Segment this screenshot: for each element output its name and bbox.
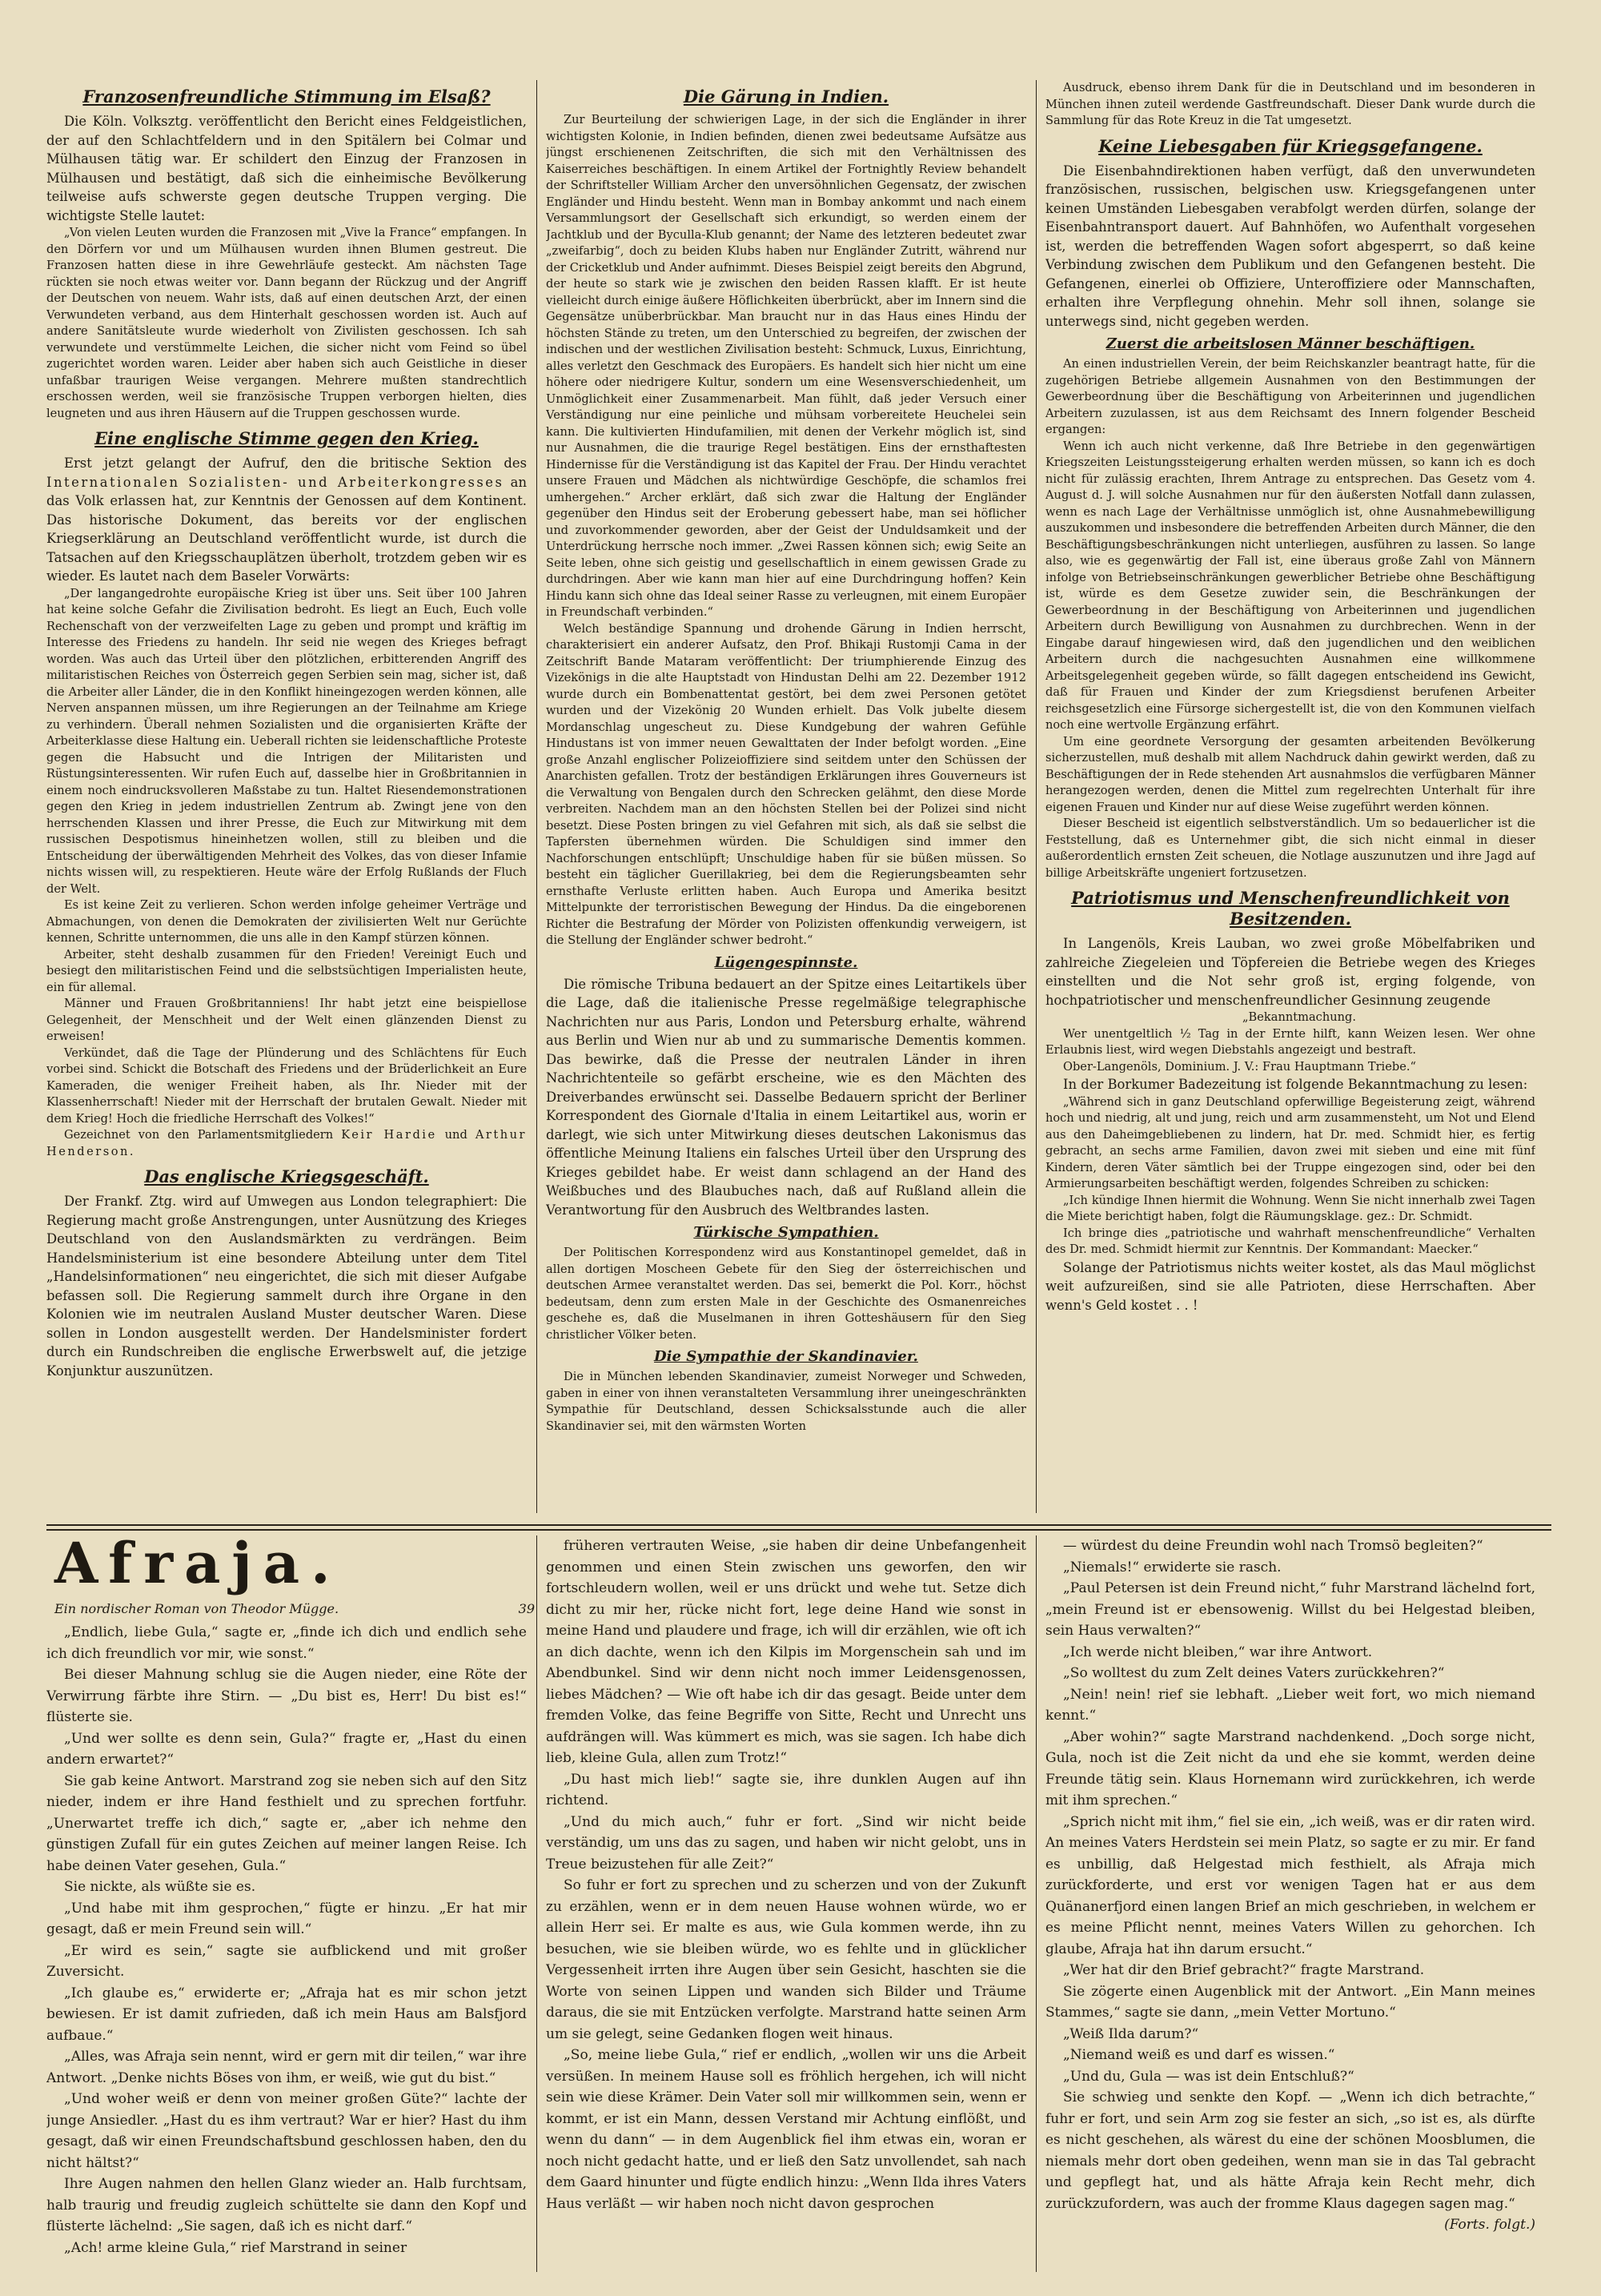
article-paragraph: Welch beständige Spannung und drohende Gärung in Indien herrscht, charakterisiert ein anderer Aufsatz, den Prof. Bhikaji Rustomji Cama in der Zeitschrift Bande Mataram veröffentlicht: Der triumphierende Einzug des Vizekönigs in die alte Hauptstadt von Hindustan Delhi am 22. Dezember 1912 wurde durch ein Bombenattentat gestört, bei dem zwei Personen getötet wurden und der Vizekönig 20 Wunden erhielt. Das Volk jubelte diesem Mordanschlag ungescheut zu. Diese Kundgebung der wahren Gefühle Hindustans ist von immer neuen Gewalttaten der Inder befolgt worden. „Eine große Anzahl englischer Polizeioffiziere sind seitdem unter den Schüssen der Anarchisten gefallen. Trotz der beständigen Erklärungen ihres Gouverneurs ist die Verwaltung von Bengalen durch den Schrecken gelähmt, den diese Morde verbreiten. Nachdem man an den höchsten Stellen bei der Polizei sind nicht besetzt. Diese Posten bringen zu viel Gefahren mit sich, als daß sie selbst die Tapfersten übernehmen würden. Die Schuldigen sind immer den Nachforschungen entschlüpft; Unschuldige haben für sie büßen müssen. So besteht ein täglicher Guerillakrieg, bei dem die Regierungsbeamten sehr ernsthafte Verluste erlitten haben. Auch Europa und Amerika besitzt Mittelpunkte der terroristischen Bewegung der Hindus. Da die eingeborenen Richter die Bestrafung der Mörder von Polizisten offenkundig verweigern, ist die Stellung der Engländer schwer bedroht.“	[546, 621, 1026, 947]
newspaper-page	[46, 80, 1567, 2274]
text-run-spaced: Keir Hardie	[341, 1128, 437, 1142]
novel-paragraph: „So, meine liebe Gula,“ rief er endlich, „wollen wir uns die Arbeit versüßen. In meinem Hause soll es fröhlich hergehen, ich will nicht sein wie diese Krämer. Dein Vater soll mir willkommen sein, wenn er kommt, er ist ein Mann, dessen Verstand mir Achtung einflößt, und wenn du dann“ — in dem Augenblick fiel ihm etwas ein, woran er noch nicht gedacht hatte, und er ließ den Satz unvollendet, sah nach dem Gaard hinunter und fügte endlich hinzu: „Wenn Ilda ihres Vaters Haus verläßt — wir haben noch nicht davon gesprochen	[546, 2047, 1026, 2212]
column-rule	[1036, 1535, 1037, 2272]
article-paragraph: In Langenöls, Kreis Lauban, wo zwei große Möbelfabriken und zahlreiche Ziegeleien und Töpfereien die Betriebe wegen des Krieges einstellten und die Not sehr groß ist, erging folgende, von hochpatriotischer und menschenfreundlicher Gesinnung zeugende	[1045, 936, 1535, 1008]
article-paragraph: Ausdruck, ebenso ihrem Dank für die in Deutschland und im besonderen in München ihnen zuteil werdende Gastfreundschaft. Dieser Dank wurde durch die Sammlung für das Rote Kreuz in die Tat umgesetzt.	[1045, 81, 1535, 127]
headline-liebesgaben: Keine Liebesgaben für Kriegsgefangene.	[1098, 135, 1483, 156]
novel-paragraph: „Niemand weiß es und darf es wissen.“	[1063, 2047, 1335, 2063]
article-quote: Es ist keine Zeit zu verlieren. Schon werden infolge geheimer Verträge und Abmachungen, von denen die Demokraten der zivilisierten Welt nur Gerüchte kennen, Schritte unternommen, die uns alle in den Kampf stürzen können.	[46, 898, 527, 945]
novel-paragraph: früheren vertrauten Weise, „sie haben dir deine Unbefangenheit genommen und einen Stein zwischen uns geworfen, den wir fortschleudern wollen, weil er uns drückt und wehe tut. Setze dich dicht zu mir her, rücke nicht fort, lege deine Hand wie sonst in meine Hand und plaudere und frage, ich will dir erzählen, wie oft ich an dich dachte, wenn ich den Kilpis im Morgenschein sah und im Abendbunkel. Sind wir denn nicht noch immer Leidensgenossen, liebes Mädchen? — Wie oft habe ich dir das gesagt. Beide unter dem fremden Volke, das feine Begriffe von Sitte, Recht und Unrecht uns aufdrängen will. Was kümmert es mich, was sie sagen. Ich habe dich lieb, kleine Gula, allen zum Trotz!“	[546, 1538, 1026, 1766]
novel-paragraph: „Und habe mit ihm gesprochen,“ fügte er hinzu. „Er hat mir gesagt, daß er mein Freund sein will.“	[46, 1900, 527, 1937]
installment-number: 39	[518, 1601, 535, 1616]
article-quote: Verkündet, daß die Tage der Plünderung und des Schlächtens für Euch vorbei sind. Schickt die Botschaft des Friedens und der Brüderlichkeit an Eure Kameraden, die weniger Freiheit haben, als Ihr. Nieder mit der Klassenherrschaft! Nieder mit der Herrschaft der brutalen Gewalt. Nieder mit dem Krieg! Hoch die friedliche Herrschaft des Volkes!“	[46, 1046, 527, 1126]
novel-paragraph: So fuhr er fort zu sprechen und zu scherzen und von der Zukunft zu erzählen, wenn er in dem neuen Hause wohnen würde, wo er allein Herr sei. Er malte es aus, wie Gula kommen werde, ihn zu besuchen, wie sie bleiben würde, wo es fehlte und in glücklicher Vergessenheit irrten ihre Augen über sein Gesicht, haschten sie die Worte von seinen Lippen und wanden sich Bilder und Träume daraus, die sie mit Entzücken verfolgte. Marstrand hatte seinen Arm um sie gelegt, seine Gedanken flogen weit hinaus.	[546, 1877, 1026, 2042]
novel-paragraph: Sie zögerte einen Augenblick mit der Antwort. „Ein Mann meines Stammes,“ sagte sie dann, „mein Vetter Mortuno.“	[1045, 1983, 1535, 2021]
novel-paragraph: Bei dieser Mahnung schlug sie die Augen nieder, eine Röte der Verwirrung färbte ihre Stirn. — „Du bist es, Herr! Du bist es!“ flüsterte sie.	[46, 1667, 527, 1725]
novel-paragraph: „Und woher weiß er denn von meiner großen Güte?“ lachte der junge Ansiedler. „Hast du es ihm vertraut? War er hier? Hast du ihm gesagt, daß wir einen Freundschaftsbund geschlossen haben, den du nicht hältst?“	[46, 2091, 527, 2171]
headline-patriotismus: Patriotismus und Menschenfreundlichkeit von Besitzenden.	[1071, 888, 1510, 929]
article-paragraph: Die Köln. Volksztg. veröffentlicht den Bericht eines Feldgeistlichen, der auf den Schlachtfeldern und in den Spitälern bei Colmar und Mülhausen tätig war. Er schildert den Einzug der Franzosen in Mülhausen und bestätigt, daß sich die einheimische Bevölkerung teilweise aufs schwerste gegen deutsche Truppen verging. Die wichtigste Stelle lautet:	[46, 114, 527, 223]
novel-paragraph: „Er wird es sein,“ sagte sie aufblickend und mit großer Zuversicht.	[46, 1942, 527, 1980]
article-paragraph: Der Politischen Korrespondenz wird aus Konstantinopel gemeldet, daß in allen dortigen Moscheen Gebete für den Sieg der österreichischen und deutschen Armee veranstaltet werden. Das sei, bemerkt die Pol. Korr., höchst bedeutsam, denn zum ersten Male in der Geschichte des Osmanenreiches geschehe es, daß die Muselmanen in ihren Gotteshäusern für den Sieg christlicher Völker beten.	[546, 1246, 1026, 1342]
novel-paragraph: „Und du mich auch,“ fuhr er fort. „Sind wir nicht beide verständig, um uns das zu sagen, und haben wir nicht gelobt, uns in Treue beizustehen für alle Zeit?“	[546, 1813, 1026, 1873]
article-quote: „Während sich in ganz Deutschland opferwillige Begeisterung zeigt, während hoch und niedrig, alt und jung, reich und arm zusammensteht, um Not und Elend aus den Daheimgebliebenen zu lindern, hat Dr. med. Schmidt hier, es fertig gebracht, an sechs arme Familien, davon zwei mit sieben und eine mit fünf Kindern, deren Väter sämtlich bei der Truppe eingezogen sind, oder bei den Armierungsarbeiten beschäftigt werden, folgendes Schreiben zu schicken:	[1045, 1094, 1535, 1190]
continuation-note: (Forts. folgt.)	[1444, 2217, 1535, 2233]
feuilleton-rule	[46, 1524, 1551, 1526]
article-paragraph: In der Borkumer Badezeitung ist folgende Bekanntmachung zu lesen:	[1063, 1077, 1528, 1092]
article-paragraph: Dieser Bescheid ist eigentlich selbstverständlich. Um so bedauerlicher ist die Feststellung, daß es Unternehmer gibt, die sich nicht einmal in dieser außerordentlich ernsten Zeit scheuen, die Notlage auszunutzen und ihre Jagd auf billige Arbeitskräfte ungeniert fortzusetzen.	[1045, 817, 1535, 880]
article-quote: Männer und Frauen Großbritanniens! Ihr habt jetzt eine beispiellose Gelegenheit, der Menschheit und der Welt einen glänzenden Dienst zu erweisen!	[46, 997, 527, 1043]
column-rule	[536, 1535, 537, 2272]
novel-title: Afraja.	[54, 1530, 342, 1596]
headline-skandinavier: Die Sympathie der Skandinavier.	[654, 1348, 918, 1365]
novel-column-1	[46, 1622, 527, 2270]
novel-paragraph: „Paul Petersen ist dein Freund nicht,“ fuhr Marstrand lächelnd fort, „mein Freund ist er ebensowenig. Willst du bei Helgestad bleiben, sein Haus verwalten?“	[1045, 1580, 1535, 1639]
notice-title: „Bekanntmachung.	[1242, 1010, 1357, 1024]
novel-paragraph: „Und du, Gula — was ist dein Entschluß?“	[1063, 2068, 1354, 2085]
novel-paragraph: Sie nickte, als wüßte sie es.	[64, 1879, 256, 1895]
novel-paragraph: „Ich glaube es,“ erwiderte er; „Afraja hat es mir schon jetzt bewiesen. Er ist damit zufrieden, daß ich mein Haus am Balsfjord aufbaue.“	[46, 1985, 527, 2044]
novel-paragraph: „Aber wohin?“ sagte Marstrand nachdenkend. „Doch sorge nicht, Gula, noch ist die Zeit nicht da und ehe sie kommt, werden deine Freunde tätig sein. Klaus Hornemann wird zurückkehren, ich werde mit ihm sprechen.“	[1045, 1728, 1535, 1808]
novel-paragraph: „Alles, was Afraja sein nennt, wird er gern mit dir teilen,“ war ihre Antwort. „Denke nichts Böses von ihm, er weiß, wie gut du bist.“	[46, 2049, 527, 2086]
column-rule	[536, 80, 537, 1513]
novel-paragraph: Sie gab keine Antwort. Marstrand zog sie neben sich auf den Sitz nieder, indem er ihre Hand festhielt und zu sprechen fortfuhr. „Unerwartet treffe ich dich,“ sagte er, „aber ich nehme den günstigen Zufall für ein gutes Zeichen auf meiner langen Reise. Ich habe deinen Vater gesehen, Gula.“	[46, 1772, 527, 1874]
novel-paragraph: „Ach! arme kleine Gula,“ rief Marstrand in seiner	[64, 2239, 407, 2256]
novel-paragraph: „Und wer sollte es denn sein, Gula?“ fragte er, „Hast du einen andern erwartet?“	[46, 1730, 527, 1768]
article-paragraph: Die römische Tribuna bedauert an der Spitze eines Leitartikels über die Lage, daß die italienische Presse regelmäßige telegraphische Nachrichten nur aus Paris, London und Petersburg erhalte, während aus Berlin und Wien nur ab und zu summarische Dementis kommen. Das bewirke, daß die Presse der neutralen Länder in ihren Nachrichtenteile so gefärbt erscheine, wie es den Mächten des Dreiverbandes erwünscht sei. Dasselbe Bedauern spricht der Berliner Korrespondent des Giornale d'Italia in einem Leitartikel aus, worin er darlegt, wie sich unter Mitwirkung dieses deutschen Lakonismus das öffentliche Meinung Italiens ein falsches Urteil über den Ursprung des Krieges gebildet habe. Er weist dann schlagend an der Hand des Weißbuches und des Blaubuches nach, daß auf Rußland allein die Verantwortung für den Ausbruch des Weltbrandes lasten.	[546, 976, 1026, 1218]
headline-luegengespinnste: Lügengespinnste.	[714, 953, 858, 971]
novel-paragraph: „Ich werde nicht bleiben,“ war ihre Antwort.	[1063, 1644, 1373, 1660]
article-quote: Wenn ich auch nicht verkenne, daß Ihre Betriebe in den gegenwärtigen Kriegszeiten Leistungssteigerung erhalten werden müssen, so kann ich es doch nicht für zulässig erachten, Ihrem Antrage zu entsprechen. Das Gesetz vom 4. August d. J. will solche Ausnahmen nur für den äußersten Notfall dann zulassen, wenn es nach Lage der Verhältnisse unmöglich ist, ohne Ausnahmebewilligung auszukommen und insbesondere die betreffenden Arbeiten durch Männer, die den Beschäftigungsbeschränkungen nicht unterliegen, ausführen zu lassen. So lange also, wie es gegenwärtig der Fall ist, eine überaus große Zahl von Männern infolge von Betriebseinschränkungen gewerblicher Betriebe ohne Beschäftigung ist, würde es dem Gesetze zuwider sein, die Beschränkungen der Gewerbeordnung in der Beschäftigung von Arbeiterinnen und jugendlichen Arbeitern durch Bewilligung von Ausnahmen zu durchbrechen. Wenn in der Eingabe darauf hingewiesen wird, daß den jugendlichen und den weiblichen Arbeitern durch die nachgesuchten Ausnahmen eine willkommene Arbeitsgelegenheit gegeben würde, so fällt dagegen entscheidend ins Gewicht, daß für Frauen und Kinder der zum Kriegsdienst berufenen Arbeiter reichsgesetzlich eine Fürsorge sichergestellt ist, die von den Kommunen vielfach noch eine wertvolle Ergänzung erfährt.	[1045, 439, 1535, 732]
headline-arbeitslose-maenner: Zuerst die arbeitslosen Männer beschäftigen.	[1105, 335, 1475, 352]
text-run: Gezeichnet von den Parlamentsmitgliedern	[64, 1128, 342, 1142]
article-paragraph: Die Eisenbahndirektionen haben verfügt, daß den unverwundeten französischen, russischen, belgischen usw. Kriegsgefangenen unter keinen Umständen Liebesgaben verabfolgt werden dürfen, solange der Eisenbahntransport dauert. Auf Bahnhöfen, wo Aufenthalt vorgesehen ist, werden die betreffenden Wagen sofort abgesperrt, so daß keine Verbindung zwischen dem Publikum und den Gefangenen besteht. Die Gefangenen, einerlei ob Offiziere, Unteroffiziere oder Mannschaften, erhalten ihre Verpflegung ohnehin. Mehr soll ihnen, solange sie unterwegs sind, nicht gegeben werden.	[1045, 163, 1535, 329]
text-run-spaced: Arthur Henderson.	[46, 1128, 527, 1158]
novel-paragraph: — würdest du deine Freundin wohl nach Tromsö begleiten?“	[1063, 1538, 1483, 1554]
column-2	[546, 80, 1026, 1513]
novel-paragraph: Ihre Augen nahmen den hellen Glanz wieder an. Halb furchtsam, halb traurig und freudig zugleich schüttelte sie dann den Kopf und flüsterte lächelnd: „Sie sagen, daß ich es nicht darf.“	[46, 2176, 527, 2234]
article-quote: Arbeiter, steht deshalb zusammen für den Frieden! Vereinigt Euch und besiegt den militaristischen Feind und die selbstsüchtigen Imperialisten heute, ein für allemal.	[46, 947, 527, 994]
novel-paragraph: „Sprich nicht mit ihm,“ fiel sie ein, „ich weiß, was er dir raten wird. An meines Vaters Herdstein sei mein Platz, so sagte er zu mir. Er fand es unbillig, daß Helgestad mich festhielt, als Afraja mich zurückforderte, und erst vor wenigen Tagen hat er aus dem Quänanerfjord einen langen Brief an mich geschrieben, in welchem er es meine Pflicht nennt, meines Vaters Willen zu gehorchen. Ich glaube, Afraja hat ihn darum ersucht.“	[1045, 1813, 1535, 1957]
novel-column-3-body	[1045, 1535, 1535, 2214]
novel-subtitle: Ein nordischer Roman von Theodor Mügge.	[54, 1601, 339, 1616]
novel-column-2	[546, 1535, 1026, 2272]
signature-line	[46, 1127, 527, 1160]
article-quote: Um eine geordnete Versorgung der gesamten arbeitenden Bevölkerung sicherzustellen, muß deshalb mit allem Nachdruck dahin gewirkt werden, daß zu Beschäftigungen der in Rede stehenden Art ausnahmslos die verfügbaren Männer herangezogen werden, denen die Mittel zum regelrechten Unterhalt für ihre eigenen Frauen und Kinder nur auf diese Weise zugeführt werden können.	[1045, 734, 1535, 814]
novel-paragraph: „Wer hat dir den Brief gebracht?“ fragte Marstrand.	[1063, 1962, 1425, 1978]
article-paragraph: An einen industriellen Verein, der beim Reichskanzler beantragt hatte, für die zugehörigen Betriebe allgemein Ausnahmen von den Bestimmungen der Gewerbeordnung über die Beschäftigung von Arbeiterinnen und jugendlichen Arbeitern zuzulassen, ist aus dem Reichsamt des Innern folgender Bescheid ergangen:	[1045, 357, 1535, 436]
article-quote: Ich bringe dies „patriotische und wahrhaft menschenfreundliche“ Verhalten des Dr. med. Schmidt hiermit zur Kenntnis. Der Kommandant: Maecker.“	[1045, 1226, 1535, 1256]
headline-englische-stimme: Eine englische Stimme gegen den Krieg.	[94, 428, 479, 448]
novel-paragraph: „So wolltest du zum Zelt deines Vaters zurückkehren?“	[1063, 1665, 1445, 1681]
article-quote: „Der langangedrohte europäische Krieg ist über uns. Seit über 100 Jahren hat keine solche Gefahr die Zivilisation bedroht. Es liegt an Euch, Euch volle Rechenschaft von der verzweifelten Lage zu geben und prompt und kräftig im Interesse des Friedens zu handeln. Ihr seid nie wegen des Krieges befragt worden. Was auch das Urteil über den plötzlichen, erbitterenden Angriff des militaristischen Reiches von Österreich gegen Serbien sein mag, sicher ist, daß die Arbeiter aller Länder, die in den Konflikt hineingezogen werden können, alle Nerven anspannen müssen, um ihre Regierungen an der Teilnahme am Kriege zu verhindern. Überall nehmen Sozialisten und die organisierten Kräfte der Arbeiterklasse diese Haltung ein. Ueberall richten sie leidenschaftliche Proteste gegen die Habsucht und die Intrigen der Militaristen und Rüstungsinteressenten. Wir rufen Euch auf, dasselbe hier in Großbritannien in einem noch eindrucksvolleren Maßstabe zu tun. Haltet Riesendemonstrationen gegen den Krieg in jedem industriellen Zentrum ab. Zwingt jene von den herrschenden Klassen und ihrer Presse, die Euch zur Mitwirkung mit dem russischen Despotismus hineinhetzen wollen, still zu bleiben und die Entscheidung der überwältigenden Mehrheit des Volkes, das von dieser Infamie nichts wissen will, zu respektieren. Heute wäre der Erfolg Rußlands der Fluch der Welt.	[46, 586, 527, 896]
article-paragraph: Der Frankf. Ztg. wird auf Umwegen aus London telegraphiert: Die Regierung macht große Anstrengungen, unter Ausnützung des Krieges Deutschland von den Auslandsmärkten zu verdrängen. Beim Handelsministerium ist eine besondere Abteilung unter dem Titel „Handelsinformationen“ neu eingerichtet, die sich mit dieser Aufgabe befassen soll. Die Regierung sammelt durch ihre Organe in den Kolonien wie im neutralen Ausland Muster deutscher Waren. Diese sollen in London ausgestellt werden. Der Handelsminister fordert durch ein Rundschreiben die englische Erwerbswelt auf, die jetzige Konjunktur auszunützen.	[46, 1194, 527, 1379]
novel-paragraph: „Nein! nein! rief sie lebhaft. „Lieber weit fort, wo mich niemand kennt.“	[1045, 1686, 1535, 1724]
text-run-spaced: Internationalen Sozialisten- und Arbeiterkongresses	[46, 474, 504, 490]
novel-paragraph: „Endlich, liebe Gula,“ sagte er, „finde ich dich und endlich sehe ich dich freundlich vor mir, wie sonst.“	[46, 1624, 527, 1662]
novel-column-3	[1045, 1535, 1535, 2272]
article-paragraph: Die in München lebenden Skandinavier, zumeist Norweger und Schweden, gaben in einer von ihnen veranstalteten Versammlung ihrer uneingeschränkten Sympathie für Deutschland, dessen Schicksalsstunde auch die aller Skandinavier sei, mit den wärmsten Worten	[546, 1370, 1026, 1433]
article-quote: „Von vielen Leuten wurden die Franzosen mit „Vive la France“ empfangen. In den Dörfern vor und um Mülhausen wurden ihnen Blumen gestreut. Die Franzosen hatten diese in ihre Gewehrläufe gesteckt. Am nächsten Tage rückten sie noch etwas weiter vor. Dann begann der Rückzug und der Angriff der Deutschen von neuem. Wahr ists, daß auf einen deutschen Arzt, der einen Verwundeten verband, aus dem Hinterhalt geschossen worden ist. Auch auf andere Sanitätsleute wurde wiederholt von Zivilisten geschossen. Ich sah verwundete und verstümmelte Leichen, die sicher nicht vom Feind so übel zugerichtet worden waren. Leider aber haben sich auch Geistliche in dieser unfaßbar traurigen Weise vergangen. Mehrere mußten standrechtlich erschossen werden, weil sie französische Truppen verborgen hielten, dies leugneten und aus ihren Häusern auf die Truppen geschossen wurde.	[46, 226, 527, 420]
novel-paragraph: Sie schwieg und senkte den Kopf. — „Wenn ich dich betrachte,“ fuhr er fort, und sein Arm zog sie fester an sich, „so ist es, als dürfte es nicht geschehen, als wärest du eine der schönen Moosblumen, die niemals mehr dort oben gedeihen, wenn man sie in das Tal gebracht und gepflegt hat, und als hätte Afraja kein Recht mehr, dich zurückzufordern, was auch der fromme Klaus dagegen sagen mag.“	[1045, 2089, 1535, 2212]
novel-paragraph: „Du hast mich lieb!“ sagte sie, ihre dunklen Augen auf ihn richtend.	[546, 1771, 1026, 1808]
novel-paragraph: „Niemals!“ erwiderte sie rasch.	[1063, 1559, 1282, 1575]
text-run: an das Volk erlassen hat, zur Kenntnis der Genossen auf dem Kontinent. Das historische Dokument, das bereits vor der englischen Kriegserklärung an Deutschland veröffentlicht wurde, ist durch die Tatsachen auf den Kriegsschauplätzen überholt, trotzdem geben wir es wieder. Es lautet nach dem Baseler Vorwärts:	[46, 474, 527, 584]
article-paragraph: Solange der Patriotismus nichts weiter kostet, als das Maul möglichst weit aufzureißen, sind sie alle Patrioten, diese Herrschaften. Aber wenn's Geld kostet . . !	[1045, 1259, 1535, 1313]
column-rule	[1036, 80, 1037, 1513]
text-run: und	[436, 1128, 475, 1142]
article-paragraph	[46, 454, 527, 586]
notice-signature: Ober-Langenöls, Dominium. J. V.: Frau Hauptmann Triebe.“	[1063, 1059, 1416, 1074]
notice-text: Wer unentgeltlich ½ Tag in der Ernte hilft, kann Weizen lesen. Wer ohne Erlaubnis liest, wird wegen Diebstahls angezeigt und bestraft.	[1045, 1026, 1535, 1057]
column-1	[46, 80, 527, 1513]
headline-tuerkische-sympathien: Türkische Sympathien.	[693, 1224, 879, 1241]
article-quote: „Ich kündige Ihnen hiermit die Wohnung. Wenn Sie nicht innerhalb zwei Tagen die Miete berichtigt haben, folgt die Räumungsklage. gez.: Dr. Schmidt.	[1045, 1193, 1535, 1223]
column-3	[1045, 80, 1535, 1513]
headline-elsass: Franzosenfreundliche Stimmung im Elsaß?	[82, 86, 491, 106]
text-run: Erst jetzt gelangt der Aufruf, den die britische Sektion des	[64, 456, 527, 471]
headline-indien: Die Gärung in Indien.	[683, 86, 889, 106]
novel-paragraph: „Weiß Ilda darum?“	[1063, 2025, 1199, 2042]
headline-kriegsgeschaeft: Das englische Kriegsgeschäft.	[144, 1166, 429, 1186]
article-paragraph: Zur Beurteilung der schwierigen Lage, in der sich die Engländer in ihrer wichtigsten Kolonie, in Indien befinden, dienen zwei bedeutsame Aufsätze aus jüngst erschienenen Zeitschriften, die sich mit den Verhältnissen des Kaiserreiches beschäftigen. In einem Artikel der Fortnightly Review behandelt der Schriftsteller William Archer den unversöhnlichen Gegensatz, der zwischen Engländer und Hindu besteht. Wenn man in Bombay ankommt und nach einem Versammlungsort der Gesellschaft sich erkundigt, so werden einem der Jachtklub und der Byculla-Klub genannt; der Name des letzteren bedeutet zwar „zweifarbig“, doch zu beiden Klubs haben nur Engländer Zutritt, während nur der Cricketklub und Ander aufnimmt. Dieses Beispiel zeigt bereits den Abgrund, der heute so stark wie je zwischen den beiden Rassen klafft. Er ist heute vielleicht durch einige äußere Höflichkeiten überbrückt, aber im Innern sind die Gegensätze unüberbrückbar. Man braucht nur in das Haus eines Hindu der höchsten Stände zu treten, um den Unterschied zu begreifen, der zwischen der indischen und der westlichen Zivilisation besteht: Schmuck, Luxus, Einrichtung, alles verletzt den Geschmack des Europäers. Es handelt sich hier nicht um eine höhere oder niedrigere Kultur, sondern um eine Wesensverschiedenheit, um Unmöglichkeit einer Zusammenarbeit. Man fühlt, daß jeder Versuch einer Verständigung nur eine peinliche und mühsam vorbereitete Heuchelei sein kann. Die kultivierten Hindufamilien, mit denen der Verkehr möglich ist, sind nur Ausnahmen, die die traurige Regel bestätigen. Eins der ernsthaftesten Hindernisse für die Verständigung ist das Kapitel der Frau. Der Hindu verachtet unsere Frauen und Mädchen als nichtwürdige Geschöpfe, die schamlos frei umhergehen.“ Archer erklärt, daß sich zwar die Haltung der Engländer gegenüber den Hindus seit der Eroberung gebessert habe, man sei höflicher und zuvorkommender geworden, aber der Geist der Unduldsamkeit und der Unterdrückung herrsche noch immer. „Zwei Rassen können sich; ewig Seite an Seite leben, ohne sich geistig und gesellschaftlich in einem gewissen Grade zu durchdringen. Aber wie kann man hier auf eine Durchdringung hoffen? Kein Hindu kann sich ohne das Ideal seiner Rasse zu verleugnen, mit einem Europäer in Freundschaft verbinden.“	[546, 113, 1026, 619]
novel-author-line	[54, 1600, 535, 1620]
